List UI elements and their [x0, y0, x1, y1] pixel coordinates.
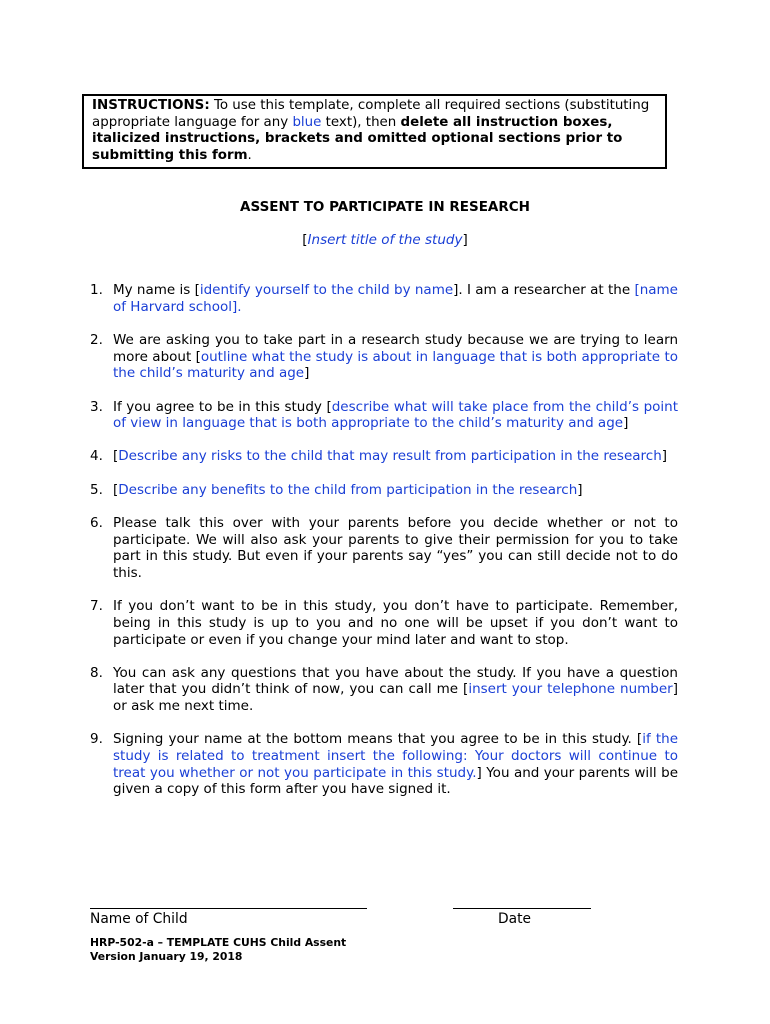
subtitle-open-bracket: [	[302, 232, 308, 248]
instructions-text-2: text), then	[321, 114, 401, 130]
item-number: 4.	[90, 448, 103, 465]
item-text: ]	[623, 415, 629, 432]
item-text: Signing your name at the bottom means that you agree to be in this study. [	[113, 731, 643, 748]
item-number: 7.	[90, 598, 103, 615]
list-item	[90, 731, 678, 798]
item-text: [	[113, 481, 119, 498]
item-number: 2.	[90, 331, 103, 348]
instructions-text-1: To use this template, complete all required sections (substituting appropriate language for any	[92, 98, 650, 130]
list-item	[90, 598, 678, 648]
document-footer	[90, 936, 346, 964]
list-item	[90, 665, 678, 715]
item-blue-text: if the study is related to treatment insert the following: Your doctors will continue to treat you whether or not you participate in this study.	[113, 731, 678, 781]
item-text: ]. I am a researcher at the	[453, 282, 635, 298]
date-signature-line[interactable]	[453, 908, 591, 909]
item-blue-text: identify yourself to the child by name	[199, 282, 454, 298]
item-number: 3.	[90, 398, 103, 415]
item-text: My name is [	[113, 282, 200, 298]
item-text: ]	[577, 481, 583, 498]
instructions-bold-text: delete all instruction boxes, italicized instructions, brackets and omitted optional sections prior to submitting this form	[92, 114, 623, 163]
item-blue-text: [name of Harvard school].	[113, 282, 678, 315]
item-text: ]	[304, 365, 310, 382]
footer-form-id: HRP-502-a – TEMPLATE CUHS Child Assent	[90, 936, 347, 949]
instructions-label: INSTRUCTIONS:	[92, 98, 210, 113]
item-text: ] You and your parents will be given a copy of this form after you have signed it.	[113, 764, 678, 798]
item-text: ]	[661, 448, 668, 465]
item-number: 9.	[90, 731, 103, 748]
assent-items-list	[90, 282, 678, 798]
child-signature-line[interactable]	[90, 908, 367, 909]
list-item	[90, 448, 678, 465]
list-item	[90, 399, 678, 432]
instructions-blue-word: blue	[292, 114, 322, 130]
item-text: You can ask any questions that you have about the study. If you have a question later that you didn’t think of now, you can call me [	[113, 664, 678, 698]
date-label: Date	[498, 911, 531, 927]
instructions-box	[82, 94, 667, 169]
footer-version: Version January 19, 2018	[90, 950, 243, 963]
item-text: ] or ask me next time.	[113, 681, 678, 715]
item-blue-text: describe what will take place from the child’s point of view in language that is both appropriate to the child’s maturity and age	[113, 398, 679, 432]
instructions-end: .	[247, 147, 252, 163]
list-item	[90, 282, 678, 315]
item-text: Please talk this over with your parents before you decide whether or not to participate. We will also ask your parents to give their permission for you to take part in this study. But even if your parents say “yes” you can still decide not to do this.	[113, 514, 678, 581]
item-number: 1.	[90, 282, 103, 298]
list-item	[90, 332, 678, 382]
item-text: [	[113, 448, 119, 465]
name-of-child-label: Name of Child	[90, 911, 188, 927]
subtitle-close-bracket: ]	[462, 232, 468, 248]
item-blue-text: Describe any risks to the child that may result from participation in the research	[118, 448, 662, 465]
item-text: If you agree to be in this study [	[113, 398, 332, 415]
list-item	[90, 515, 678, 582]
study-title-placeholder	[0, 232, 770, 248]
item-number: 6.	[90, 514, 103, 531]
subtitle-placeholder-text: Insert title of the study	[307, 232, 463, 248]
item-text: If you don’t want to be in this study, you don’t have to participate. Remember, being in this study is up to you and no one will be upset if you don’t want to participate or even if you change your mind later and want to stop.	[113, 598, 678, 648]
item-number: 5.	[90, 481, 103, 498]
item-number: 8.	[90, 664, 103, 681]
document-title: ASSENT TO PARTICIPATE IN RESEARCH	[240, 199, 530, 215]
item-blue-text: outline what the study is about in language that is both appropriate to the child’s maturity and age	[113, 348, 678, 382]
list-item	[90, 482, 678, 499]
item-text: We are asking you to take part in a research study because we are trying to learn more about [	[113, 331, 678, 365]
item-blue-text: Describe any benefits to the child from participation in the research	[118, 481, 578, 498]
item-blue-text: insert your telephone number	[468, 681, 673, 698]
